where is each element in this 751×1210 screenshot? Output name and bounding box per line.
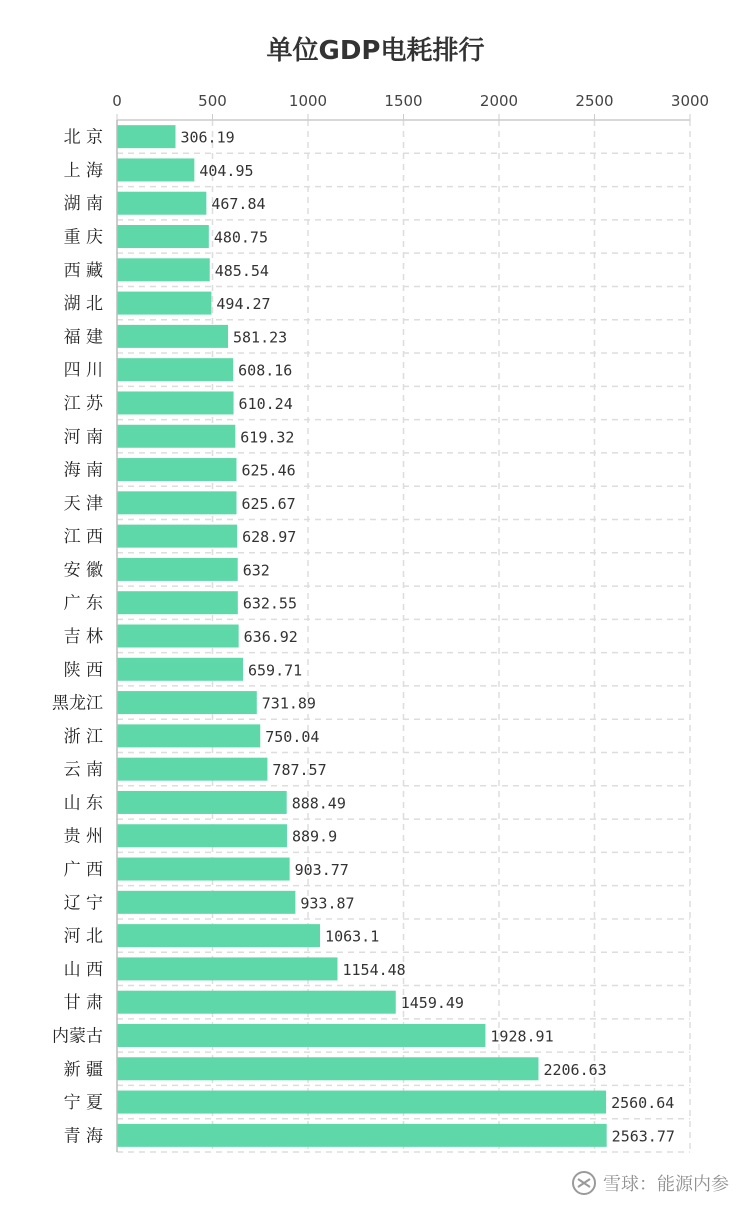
data-label: 1154.48	[342, 960, 406, 979]
data-label: 480.75	[213, 228, 269, 247]
x-tick-label: 1500	[384, 92, 423, 110]
bars	[117, 125, 607, 1147]
bar	[117, 625, 239, 648]
data-label: 1928.91	[490, 1027, 554, 1046]
bar	[117, 1091, 606, 1114]
bar	[117, 691, 257, 714]
x-tick-label: 1000	[288, 92, 328, 110]
category-label: 天 津	[63, 493, 103, 514]
x-tick-label: 3000	[670, 92, 710, 110]
bar	[117, 724, 260, 747]
category-label: 云 南	[63, 760, 103, 781]
category-label: 内蒙古	[52, 1026, 103, 1047]
category-label: 福 建	[63, 327, 103, 348]
bar	[117, 525, 237, 548]
bar	[117, 824, 287, 847]
category-label: 海 南	[63, 460, 103, 481]
category-labels	[52, 128, 104, 1147]
bar	[117, 192, 206, 215]
category-label: 江 苏	[63, 393, 103, 414]
category-label: 河 北	[63, 926, 103, 947]
category-label: 北 京	[63, 127, 103, 148]
category-label: 湖 南	[63, 194, 103, 215]
category-label: 四 川	[63, 360, 103, 381]
category-label: 河 南	[63, 427, 103, 448]
category-label: 宁 夏	[63, 1093, 103, 1114]
data-label: 659.71	[248, 661, 303, 680]
data-label: 485.54	[214, 261, 269, 280]
category-label: 陕 西	[63, 660, 103, 681]
data-label: 625.67	[241, 494, 296, 513]
data-label: 2206.63	[543, 1060, 607, 1079]
bar	[117, 591, 238, 614]
bar	[117, 325, 228, 348]
category-label: 黑龙江	[52, 693, 103, 714]
category-label: 新 疆	[63, 1059, 103, 1080]
data-label: 610.24	[238, 394, 293, 413]
bar	[117, 491, 237, 514]
category-label: 山 西	[63, 959, 103, 980]
data-label: 404.95	[199, 161, 254, 180]
category-label: 重 庆	[63, 227, 103, 248]
category-label: 吉 林	[63, 627, 103, 647]
bar	[117, 891, 295, 914]
bar	[117, 858, 290, 881]
data-label: 467.84	[211, 195, 266, 214]
bar	[117, 391, 234, 414]
category-label: 贵 州	[63, 826, 103, 847]
data-label: 494.27	[216, 295, 271, 314]
x-tick-label: 2500	[575, 92, 614, 110]
data-label: 750.04	[265, 727, 320, 746]
bar	[117, 957, 338, 980]
data-label: 581.23	[233, 328, 288, 347]
data-label: 2563.77	[611, 1127, 675, 1146]
category-label: 西 藏	[63, 260, 103, 281]
data-label: 731.89	[261, 694, 316, 713]
bar	[117, 758, 267, 781]
chart-title: 单位GDP电耗排行	[266, 36, 485, 66]
watermark	[571, 1170, 729, 1196]
category-label: 上 海	[63, 160, 103, 181]
x-tick-label: 2000	[479, 92, 519, 110]
data-label: 888.49	[291, 794, 346, 813]
data-label: 632.55	[242, 594, 298, 613]
bar	[117, 991, 396, 1014]
data-label: 889.9	[291, 827, 338, 846]
data-label: 628.97	[242, 528, 297, 547]
category-label: 甘 肃	[63, 993, 103, 1014]
bar	[117, 425, 235, 448]
data-label: 625.46	[241, 461, 296, 480]
bar	[117, 924, 320, 947]
x-tick-label: 0	[112, 92, 122, 110]
data-label: 1063.1	[325, 927, 380, 946]
bar	[117, 558, 238, 581]
bar	[117, 292, 211, 315]
bar	[117, 258, 210, 281]
bar	[117, 358, 233, 381]
bar	[117, 125, 175, 148]
bar	[117, 1057, 538, 1080]
bar	[117, 458, 236, 481]
bar	[117, 658, 243, 681]
data-label: 2560.64	[611, 1094, 675, 1113]
category-label: 山 东	[63, 793, 103, 814]
bar	[117, 158, 194, 181]
data-label: 1459.49	[400, 994, 464, 1013]
x-tick-label: 500	[198, 92, 227, 110]
category-label: 广 西	[63, 860, 103, 881]
data-label: 619.32	[240, 428, 295, 447]
data-label: 903.77	[294, 861, 349, 880]
data-label: 608.16	[238, 361, 293, 380]
data-label: 636.92	[243, 628, 298, 646]
data-label: 632	[242, 561, 270, 580]
category-label: 辽 宁	[63, 893, 103, 914]
category-label: 广 东	[63, 593, 103, 614]
bar	[117, 1024, 485, 1047]
snowball-logo-icon	[571, 1170, 597, 1196]
bar	[117, 225, 209, 248]
category-label: 青 海	[63, 1126, 103, 1147]
watermark-text: 雪球：能源内参	[603, 1174, 729, 1195]
bar	[117, 1124, 607, 1147]
data-label: 306.19	[180, 128, 235, 147]
category-label: 浙 江	[63, 726, 103, 747]
bar	[117, 791, 287, 814]
data-label: 787.57	[272, 761, 327, 780]
x-axis-ticks	[112, 92, 709, 120]
category-label: 江 西	[63, 527, 103, 548]
category-label: 湖 北	[63, 294, 103, 315]
data-label: 933.87	[300, 894, 355, 913]
category-label: 安 徽	[63, 560, 103, 581]
